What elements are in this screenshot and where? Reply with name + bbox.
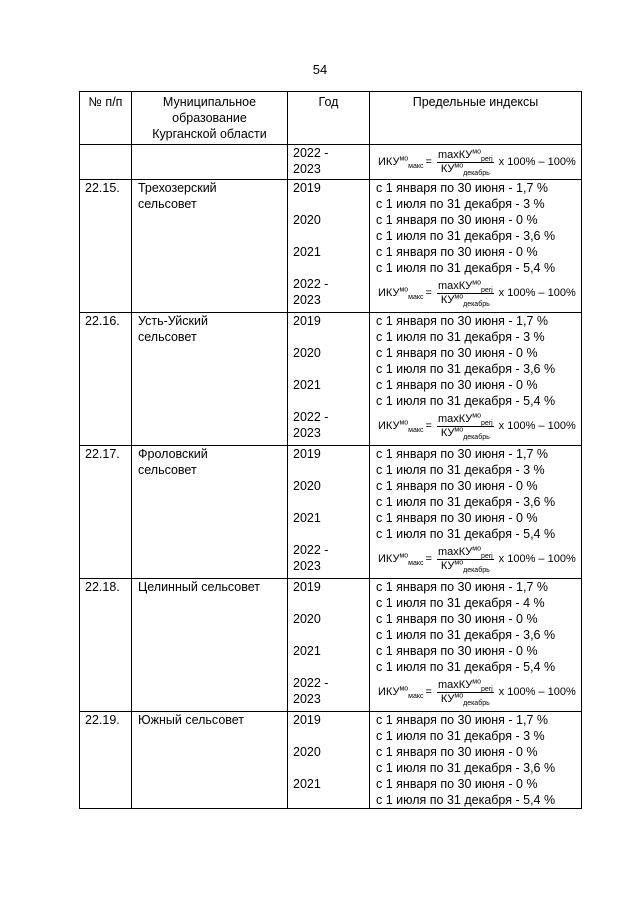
year-label: 2021 [293,644,321,658]
year-label: 2022 - [293,410,329,424]
formula-lhs: $ИКУ^{мо}_{макс}$ [378,286,424,302]
index-line: с 1 января по 30 июня - 0 % [376,479,538,493]
cell-municipality [132,180,288,313]
index-line: с 1 января по 30 июня - 0 % [376,378,538,392]
year-label: 2020 [293,612,321,626]
formula-tail: x 100% – 100% [498,420,576,432]
index-line: с 1 июля по 31 декабря - 5,4 % [376,527,556,541]
table-row [80,446,582,579]
formula-tail: x 100% – 100% [498,156,576,168]
formula-tail: x 100% – 100% [498,553,576,565]
header-mun-line: образование [172,111,247,125]
year-label: 2021 [293,378,321,392]
year-label: 2020 [293,745,321,759]
year-label: 2019 [293,314,321,328]
cell-year [288,313,370,446]
formula-eq: = [425,553,432,565]
municipality-line: сельсовет [138,330,197,344]
index-line: с 1 января по 30 июня - 0 % [376,213,538,227]
cell-year [288,579,370,712]
formula-tail: x 100% – 100% [498,287,576,299]
index-line: с 1 января по 30 июня - 1,7 % [376,181,548,195]
index-formula [376,276,581,310]
index-line: с 1 июля по 31 декабря - 3,6 % [376,362,556,376]
index-line: с 1 июля по 31 декабря - 5,4 % [376,394,556,408]
index-line: с 1 июля по 31 декабря - 3,6 % [376,495,556,509]
index-line: с 1 января по 30 июня - 1,7 % [376,447,548,461]
index-formula [376,675,581,709]
index-line: с 1 января по 30 июня - 1,7 % [376,713,548,727]
formula-lhs: $ИКУ^{мо}_{макс}$ [378,552,424,568]
header-year: Год [288,92,370,145]
header-number: № п/п [80,92,132,145]
municipality-line: Целинный сельсовет [138,580,261,594]
cell-indices [370,712,582,809]
year-label: 2020 [293,213,321,227]
year-label: 2023 [293,426,321,440]
formula-lhs: $ИКУ^{мо}_{макс}$ [378,155,424,171]
cell-year [288,446,370,579]
index-formula [376,542,581,576]
municipality-line: Фроловский [138,447,208,461]
index-line: с 1 января по 30 июня - 0 % [376,245,538,259]
year-label: 2022 - [293,543,329,557]
year-label: 2023 [293,692,321,706]
formula-fraction: $\frac{\max КУ^{мо}_{perj}}{КУ^{мо}_{декабрь}}$ [437,544,493,574]
cell-municipality [132,145,288,180]
year-label: 2022 - [293,277,329,291]
index-line: с 1 июля по 31 декабря - 3,6 % [376,628,556,642]
cell-municipality [132,313,288,446]
formula-eq: = [425,420,432,432]
index-line: с 1 июля по 31 декабря - 3 % [376,463,545,477]
index-line: с 1 января по 30 июня - 0 % [376,777,538,791]
cell-indices [370,579,582,712]
index-line: с 1 июля по 31 декабря - 5,4 % [376,261,556,275]
index-line: с 1 июля по 31 декабря - 5,4 % [376,793,556,807]
cell-year [288,180,370,313]
formula-fraction: $\frac{\max КУ^{мо}_{perj}}{КУ^{мо}_{декабрь}}$ [437,411,493,441]
page-number: 54 [312,62,328,77]
cell-number: 22.15. [80,180,132,313]
header-mun-line: Курганской области [152,127,267,141]
municipality-line: Южный сельсовет [138,713,245,727]
index-line: с 1 января по 30 июня - 0 % [376,745,538,759]
table-row [80,579,582,712]
index-table [79,91,582,809]
header-indices: Предельные индексы [370,92,582,145]
continuation-row [80,145,582,180]
year-label: 2023 [293,559,321,573]
cell-indices [370,180,582,313]
formula-tail: x 100% – 100% [498,686,576,698]
cell-number: 22.17. [80,446,132,579]
year-label: 2023 [293,162,321,176]
year-label: 2023 [293,293,321,307]
index-formula [376,409,581,443]
year-label: 2021 [293,245,321,259]
formula-lhs: $ИКУ^{мо}_{макс}$ [378,685,424,701]
index-line: с 1 января по 30 июня - 0 % [376,644,538,658]
year-label: 2020 [293,479,321,493]
year-label: 2022 - [293,146,329,160]
cell-indices [370,145,582,180]
year-label: 2019 [293,181,321,195]
cell-number: 22.18. [80,579,132,712]
cell-year [288,145,370,180]
table-row [80,712,582,809]
formula-lhs: $ИКУ^{мо}_{макс}$ [378,419,424,435]
index-line: с 1 января по 30 июня - 1,7 % [376,580,548,594]
cell-indices [370,313,582,446]
table-row [80,180,582,313]
index-line: с 1 июля по 31 декабря - 3 % [376,197,545,211]
table-row [80,313,582,446]
index-line: с 1 января по 30 июня - 0 % [376,346,538,360]
year-label: 2021 [293,511,321,525]
index-line: с 1 января по 30 июня - 0 % [376,612,538,626]
formula-eq: = [425,686,432,698]
index-line: с 1 июля по 31 декабря - 3,6 % [376,229,556,243]
municipality-line: Усть-Уйский [138,314,208,328]
index-formula [376,145,581,179]
header-mun-line: Муниципальное [162,95,257,109]
formula-fraction: $\frac{\max КУ^{мо}_{perj}}{КУ^{мо}_{декабрь}}$ [437,278,493,308]
cell-municipality [132,446,288,579]
year-label: 2019 [293,580,321,594]
index-line: с 1 июля по 31 декабря - 3 % [376,729,545,743]
year-label: 2019 [293,447,321,461]
municipality-line: сельсовет [138,463,197,477]
header-municipality [132,92,288,145]
cell-number: 22.16. [80,313,132,446]
formula-fraction: $\frac{\max КУ^{мо}_{perj}}{КУ^{мо}_{декабрь}}$ [437,147,493,177]
formula-eq: = [425,156,432,168]
cell-indices [370,446,582,579]
cell-municipality [132,712,288,809]
cell-year [288,712,370,809]
cell-number: 22.19. [80,712,132,809]
year-label: 2022 - [293,676,329,690]
year-label: 2020 [293,346,321,360]
index-line: с 1 июля по 31 декабря - 5,4 % [376,660,556,674]
index-line: с 1 июля по 31 декабря - 4 % [376,596,545,610]
table-header-row [80,92,582,145]
formula-fraction: $\frac{\max КУ^{мо}_{perj}}{КУ^{мо}_{декабрь}}$ [437,677,493,707]
municipality-line: сельсовет [138,197,197,211]
cell-municipality [132,579,288,712]
cell-number [80,145,132,180]
index-line: с 1 января по 30 июня - 0 % [376,511,538,525]
index-line: с 1 июля по 31 декабря - 3,6 % [376,761,556,775]
year-label: 2021 [293,777,321,791]
municipality-line: Трехозерский [138,181,217,195]
formula-eq: = [425,287,432,299]
year-label: 2019 [293,713,321,727]
index-line: с 1 июля по 31 декабря - 3 % [376,330,545,344]
index-line: с 1 января по 30 июня - 1,7 % [376,314,548,328]
